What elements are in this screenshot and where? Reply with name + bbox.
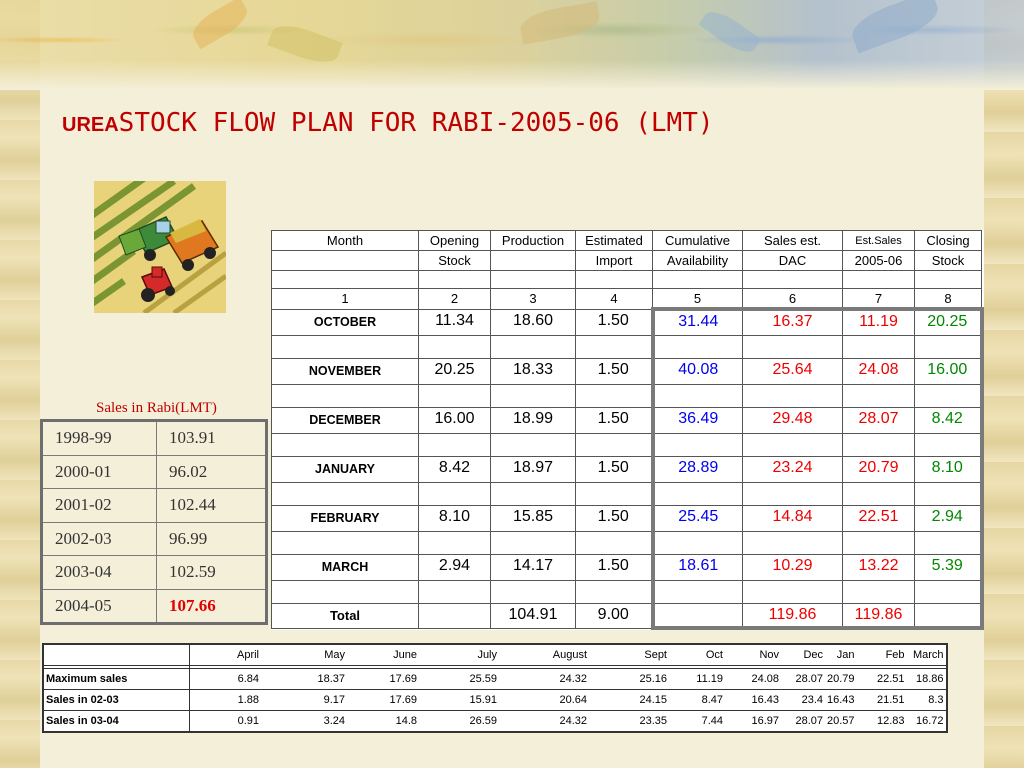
stock-value-cell: 22.51 xyxy=(843,505,915,531)
stock-value-cell: 23.24 xyxy=(743,456,843,482)
blank-cell xyxy=(576,433,653,456)
blank-cell xyxy=(576,384,653,407)
stock-value-cell: 20.79 xyxy=(843,456,915,482)
column-number-cell: 1 xyxy=(272,289,419,310)
monthly-value-cell: 16.72 xyxy=(907,711,947,733)
blank-cell xyxy=(653,580,743,603)
month-header-cell: Dec xyxy=(781,644,825,666)
slide-title xyxy=(62,108,714,138)
stock-month-row xyxy=(272,554,982,580)
blank-cell xyxy=(843,335,915,358)
stock-blank-row xyxy=(272,580,982,603)
stock-value-cell: 14.84 xyxy=(743,505,843,531)
stock-value-cell: 18.99 xyxy=(491,407,576,433)
stock-header-row xyxy=(272,251,982,271)
stock-value-cell: 20.25 xyxy=(915,309,982,335)
monthly-value-cell: 1.88 xyxy=(189,690,261,711)
stock-value-cell: 31.44 xyxy=(653,309,743,335)
stock-value-cell: 15.85 xyxy=(491,505,576,531)
stock-value-cell: 2.94 xyxy=(419,554,491,580)
month-cell: JANUARY xyxy=(272,456,419,482)
blank-cell xyxy=(743,335,843,358)
blank-cell xyxy=(915,384,982,407)
spacer-cell xyxy=(272,271,419,289)
blank-cell xyxy=(653,531,743,554)
month-cell: MARCH xyxy=(272,554,419,580)
month-header-cell: April xyxy=(189,644,261,666)
sales-year: 1998-99 xyxy=(42,421,157,456)
harvester-illustration xyxy=(94,181,226,313)
month-header-cell: August xyxy=(499,644,589,666)
blank-cell xyxy=(272,433,419,456)
sales-value: 103.91 xyxy=(157,421,267,456)
blank-cell xyxy=(743,433,843,456)
month-header-cell: Feb xyxy=(857,644,907,666)
stock-value-cell: 1.50 xyxy=(576,554,653,580)
spacer-cell xyxy=(843,271,915,289)
stock-header-cell: Estimated xyxy=(576,231,653,251)
column-number-cell: 5 xyxy=(653,289,743,310)
monthly-value-cell: 8.3 xyxy=(907,690,947,711)
stock-value-cell: 11.19 xyxy=(843,309,915,335)
stock-value-cell: 20.25 xyxy=(419,358,491,384)
sales-rabi-row xyxy=(42,455,267,489)
stock-month-row xyxy=(272,358,982,384)
blank-cell xyxy=(491,433,576,456)
stock-value-cell: 13.22 xyxy=(843,554,915,580)
monthly-data-row xyxy=(43,690,947,711)
spacer-cell xyxy=(419,271,491,289)
monthly-sales-table xyxy=(42,643,948,733)
stock-value-cell: 8.42 xyxy=(419,456,491,482)
blank-cell xyxy=(743,580,843,603)
monthly-header-row xyxy=(43,644,947,666)
blank-cell xyxy=(743,482,843,505)
stock-header-cell: Stock xyxy=(915,251,982,271)
stock-value-cell: 1.50 xyxy=(576,505,653,531)
column-number-cell: 7 xyxy=(843,289,915,310)
stock-total-row xyxy=(272,603,982,628)
stock-spacer-row xyxy=(272,271,982,289)
blank-cell xyxy=(491,531,576,554)
stock-value-cell: 10.29 xyxy=(743,554,843,580)
blank-cell xyxy=(491,580,576,603)
right-texture-border xyxy=(984,0,1024,768)
blank-cell xyxy=(915,433,982,456)
stock-month-row xyxy=(272,505,982,531)
blank-cell xyxy=(843,482,915,505)
monthly-value-cell: 25.16 xyxy=(589,669,669,690)
total-value-cell xyxy=(419,603,491,628)
total-value-cell xyxy=(915,603,982,628)
column-number-cell: 4 xyxy=(576,289,653,310)
stock-value-cell: 5.39 xyxy=(915,554,982,580)
monthly-value-cell: 20.79 xyxy=(825,669,857,690)
monthly-value-cell: 20.57 xyxy=(825,711,857,733)
stock-value-cell: 18.60 xyxy=(491,309,576,335)
month-header-cell: Sept xyxy=(589,644,669,666)
blank-cell xyxy=(491,335,576,358)
stock-value-cell: 2.94 xyxy=(915,505,982,531)
stock-value-cell: 1.50 xyxy=(576,407,653,433)
monthly-value-cell: 8.47 xyxy=(669,690,725,711)
stock-value-cell: 25.64 xyxy=(743,358,843,384)
blank-cell xyxy=(576,580,653,603)
column-number-row xyxy=(272,289,982,310)
stock-value-cell: 40.08 xyxy=(653,358,743,384)
blank-cell xyxy=(653,384,743,407)
stock-header-cell: Est.Sales xyxy=(843,231,915,251)
month-header-cell: Nov xyxy=(725,644,781,666)
monthly-value-cell: 28.07 xyxy=(781,669,825,690)
sales-value: 102.44 xyxy=(157,489,267,523)
blank-cell xyxy=(419,482,491,505)
spacer-cell xyxy=(653,271,743,289)
sales-year: 2003-04 xyxy=(42,556,157,590)
title-prefix: UREA xyxy=(62,114,119,136)
sales-value: 107.66 xyxy=(157,589,267,624)
sales-year: 2004-05 xyxy=(42,589,157,624)
month-header-cell: July xyxy=(419,644,499,666)
monthly-corner-cell xyxy=(43,644,189,666)
blank-cell xyxy=(419,531,491,554)
month-cell: FEBRUARY xyxy=(272,505,419,531)
monthly-value-cell: 26.59 xyxy=(419,711,499,733)
stock-blank-row xyxy=(272,531,982,554)
monthly-value-cell: 7.44 xyxy=(669,711,725,733)
monthly-data-row xyxy=(43,669,947,690)
monthly-data-row xyxy=(43,711,947,733)
left-texture-border xyxy=(0,0,40,768)
monthly-value-cell: 17.69 xyxy=(347,669,419,690)
month-header-cell: June xyxy=(347,644,419,666)
blank-cell xyxy=(915,531,982,554)
blank-cell xyxy=(272,384,419,407)
stock-month-row xyxy=(272,456,982,482)
stock-header-cell: Month xyxy=(272,231,419,251)
stock-value-cell: 1.50 xyxy=(576,456,653,482)
blank-cell xyxy=(491,482,576,505)
monthly-value-cell: 16.97 xyxy=(725,711,781,733)
stock-value-cell: 16.00 xyxy=(915,358,982,384)
stock-value-cell: 36.49 xyxy=(653,407,743,433)
stock-value-cell: 28.07 xyxy=(843,407,915,433)
stock-header-cell: DAC xyxy=(743,251,843,271)
stock-value-cell: 18.97 xyxy=(491,456,576,482)
sales-year: 2002-03 xyxy=(42,522,157,556)
monthly-value-cell: 22.51 xyxy=(857,669,907,690)
blank-cell xyxy=(419,384,491,407)
blank-cell xyxy=(915,482,982,505)
stock-blank-row xyxy=(272,433,982,456)
sales-rabi-row xyxy=(42,556,267,590)
blank-cell xyxy=(576,482,653,505)
monthly-value-cell: 21.51 xyxy=(857,690,907,711)
stock-value-cell: 29.48 xyxy=(743,407,843,433)
blank-cell xyxy=(419,580,491,603)
sales-year: 2001-02 xyxy=(42,489,157,523)
monthly-value-cell: 28.07 xyxy=(781,711,825,733)
total-value-cell: 9.00 xyxy=(576,603,653,628)
stock-header-cell: Stock xyxy=(419,251,491,271)
spacer-cell xyxy=(743,271,843,289)
sales-value: 102.59 xyxy=(157,556,267,590)
stock-header-cell: Production xyxy=(491,231,576,251)
stock-value-cell: 24.08 xyxy=(843,358,915,384)
blank-cell xyxy=(843,384,915,407)
monthly-value-cell: 25.59 xyxy=(419,669,499,690)
stock-blank-row xyxy=(272,335,982,358)
stock-month-row xyxy=(272,407,982,433)
blank-cell xyxy=(843,580,915,603)
column-number-cell: 2 xyxy=(419,289,491,310)
sales-year: 2000-01 xyxy=(42,455,157,489)
monthly-value-cell: 23.35 xyxy=(589,711,669,733)
monthly-row-label: Sales in 02-03 xyxy=(43,690,189,711)
monthly-value-cell: 12.83 xyxy=(857,711,907,733)
monthly-value-cell: 14.8 xyxy=(347,711,419,733)
blank-cell xyxy=(272,482,419,505)
stock-value-cell: 18.33 xyxy=(491,358,576,384)
monthly-value-cell: 16.43 xyxy=(825,690,857,711)
total-label: Total xyxy=(272,603,419,628)
monthly-value-cell: 23.4 xyxy=(781,690,825,711)
total-value-cell xyxy=(653,603,743,628)
monthly-row-label: Maximum sales xyxy=(43,669,189,690)
stock-header-cell: Opening xyxy=(419,231,491,251)
monthly-value-cell: 17.69 xyxy=(347,690,419,711)
stock-header-cell: Import xyxy=(576,251,653,271)
total-value-cell: 119.86 xyxy=(743,603,843,628)
blank-cell xyxy=(419,335,491,358)
monthly-value-cell: 24.32 xyxy=(499,711,589,733)
monthly-value-cell: 15.91 xyxy=(419,690,499,711)
stock-value-cell: 8.42 xyxy=(915,407,982,433)
title-main: STOCK FLOW PLAN FOR RABI-2005-06 (LMT) xyxy=(118,108,714,138)
total-value-cell: 119.86 xyxy=(843,603,915,628)
stock-value-cell: 28.89 xyxy=(653,456,743,482)
sales-rabi-row xyxy=(42,522,267,556)
monthly-value-cell: 24.32 xyxy=(499,669,589,690)
monthly-value-cell: 11.19 xyxy=(669,669,725,690)
sales-rabi-row xyxy=(42,421,267,456)
monthly-value-cell: 18.37 xyxy=(261,669,347,690)
stock-header-cell: Availability xyxy=(653,251,743,271)
stock-value-cell: 8.10 xyxy=(419,505,491,531)
month-header-cell: May xyxy=(261,644,347,666)
stock-header-cell xyxy=(491,251,576,271)
spacer-cell xyxy=(491,271,576,289)
monthly-value-cell: 24.15 xyxy=(589,690,669,711)
stock-value-cell: 1.50 xyxy=(576,358,653,384)
stock-value-cell: 11.34 xyxy=(419,309,491,335)
column-number-cell: 3 xyxy=(491,289,576,310)
blank-cell xyxy=(272,580,419,603)
stock-value-cell: 25.45 xyxy=(653,505,743,531)
month-header-cell: Jan xyxy=(825,644,857,666)
blank-cell xyxy=(915,335,982,358)
banner-fade xyxy=(0,60,1024,90)
blank-cell xyxy=(576,335,653,358)
blank-cell xyxy=(653,482,743,505)
spacer-cell xyxy=(915,271,982,289)
stock-value-cell: 8.10 xyxy=(915,456,982,482)
stock-value-cell: 18.61 xyxy=(653,554,743,580)
stock-header-cell: Sales est. xyxy=(743,231,843,251)
blank-cell xyxy=(653,433,743,456)
month-cell: DECEMBER xyxy=(272,407,419,433)
stock-value-cell: 14.17 xyxy=(491,554,576,580)
stock-blank-row xyxy=(272,482,982,505)
sales-value: 96.02 xyxy=(157,455,267,489)
stock-header-cell: Cumulative xyxy=(653,231,743,251)
harvester-clipart xyxy=(94,181,226,313)
blank-cell xyxy=(843,433,915,456)
blank-cell xyxy=(743,384,843,407)
stock-header-row xyxy=(272,231,982,251)
blank-cell xyxy=(419,433,491,456)
month-cell: NOVEMBER xyxy=(272,358,419,384)
sales-rabi-row xyxy=(42,589,267,624)
monthly-value-cell: 16.43 xyxy=(725,690,781,711)
monthly-value-cell: 3.24 xyxy=(261,711,347,733)
monthly-row-label: Sales in 03-04 xyxy=(43,711,189,733)
blank-cell xyxy=(491,384,576,407)
stock-value-cell: 16.00 xyxy=(419,407,491,433)
stock-header-cell: 2005-06 xyxy=(843,251,915,271)
stock-blank-row xyxy=(272,384,982,407)
monthly-value-cell: 18.86 xyxy=(907,669,947,690)
monthly-value-cell: 6.84 xyxy=(189,669,261,690)
total-value-cell: 104.91 xyxy=(491,603,576,628)
blank-cell xyxy=(743,531,843,554)
sales-value: 96.99 xyxy=(157,522,267,556)
stock-flow-table xyxy=(271,230,984,630)
monthly-value-cell: 9.17 xyxy=(261,690,347,711)
monthly-value-cell: 20.64 xyxy=(499,690,589,711)
stock-month-row xyxy=(272,309,982,335)
blank-cell xyxy=(915,580,982,603)
month-header-cell: March xyxy=(907,644,947,666)
blank-cell xyxy=(272,335,419,358)
sales-rabi-row xyxy=(42,489,267,523)
column-number-cell: 6 xyxy=(743,289,843,310)
stock-header-cell xyxy=(272,251,419,271)
month-cell: OCTOBER xyxy=(272,309,419,335)
stock-value-cell: 1.50 xyxy=(576,309,653,335)
stock-header-cell: Closing xyxy=(915,231,982,251)
blank-cell xyxy=(653,335,743,358)
blank-cell xyxy=(843,531,915,554)
sales-rabi-table xyxy=(40,419,268,625)
blank-cell xyxy=(576,531,653,554)
column-number-cell: 8 xyxy=(915,289,982,310)
stock-value-cell: 16.37 xyxy=(743,309,843,335)
sales-rabi-caption: Sales in Rabi(LMT) xyxy=(96,400,217,416)
blank-cell xyxy=(272,531,419,554)
monthly-value-cell: 0.91 xyxy=(189,711,261,733)
spacer-cell xyxy=(576,271,653,289)
monthly-value-cell: 24.08 xyxy=(725,669,781,690)
month-header-cell: Oct xyxy=(669,644,725,666)
